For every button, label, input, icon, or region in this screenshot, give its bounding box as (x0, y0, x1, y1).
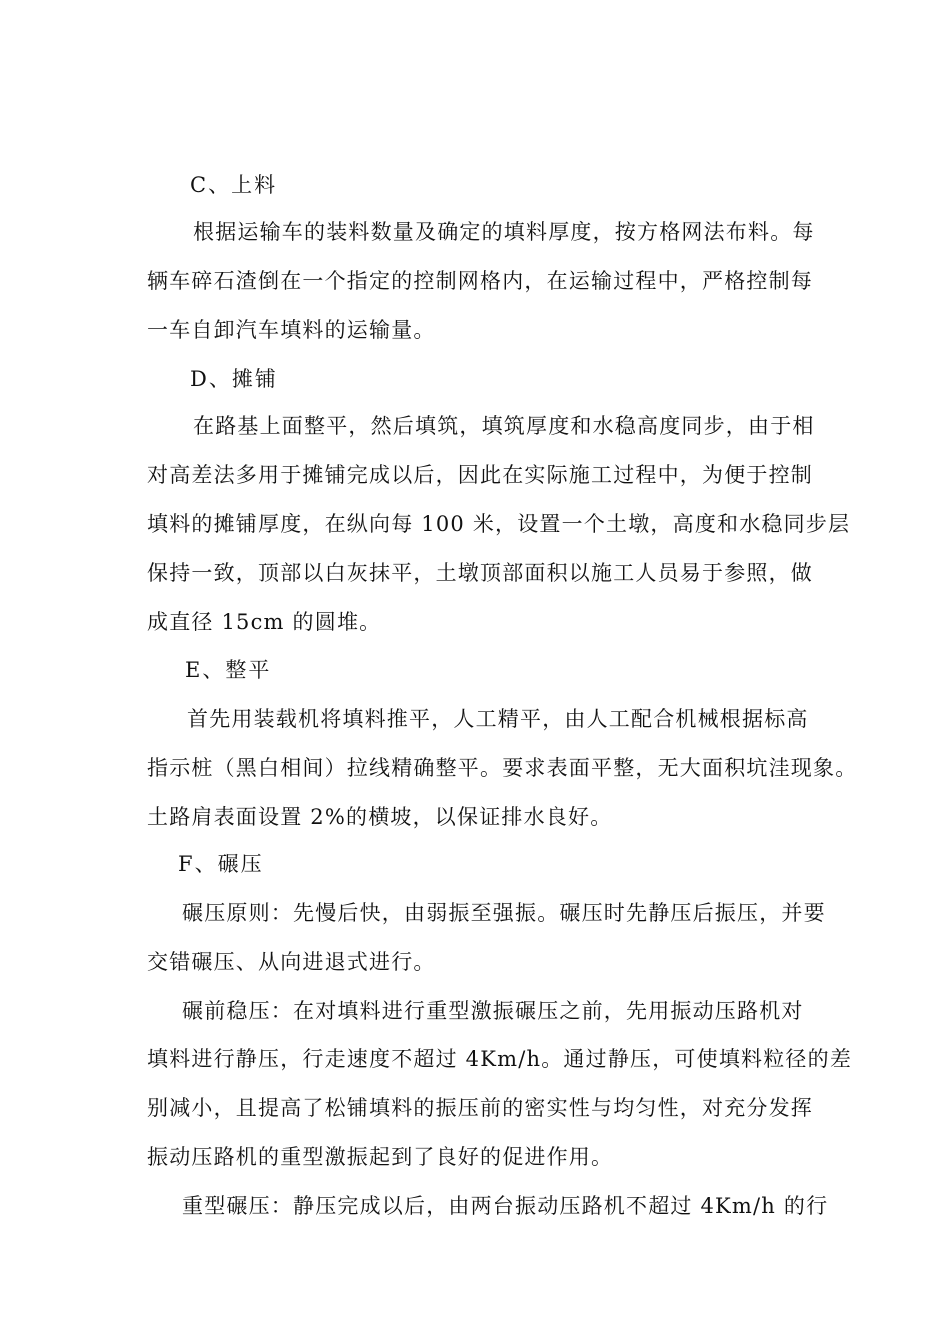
section-heading-f: F、碾压 (178, 852, 264, 876)
paragraph-line: 根据运输车的装料数量及确定的填料厚度，按方格网法布料。每 (193, 220, 815, 244)
paragraph-line: 一车自卸汽车填料的运输量。 (147, 318, 436, 342)
section-heading-c: C、上料 (190, 173, 278, 197)
paragraph-line: 指示桩（黑白相间）拉线精确整平。要求表面平整，无大面积坑洼现象。 (147, 756, 858, 780)
paragraph-line: 保持一致，顶部以白灰抹平，土墩顶部面积以施工人员易于参照，做 (147, 561, 813, 585)
section-heading-e: E、整平 (185, 658, 272, 682)
paragraph-line: 对高差法多用于摊铺完成以后，因此在实际施工过程中，为便于控制 (147, 463, 813, 487)
paragraph-line: 碾压原则：先慢后快，由弱振至强振。碾压时先静压后振压，并要 (182, 901, 826, 925)
paragraph-line: 交错碾压、从向进退式进行。 (147, 950, 436, 974)
paragraph-line: 土路肩表面设置 2%的横坡，以保证排水良好。 (147, 805, 613, 829)
paragraph-line: 在路基上面整平，然后填筑，填筑厚度和水稳高度同步，由于相 (193, 414, 815, 438)
section-heading-d: D、摊铺 (190, 367, 278, 391)
paragraph-line: 重型碾压：静压完成以后，由两台振动压路机不超过 4Km/h 的行 (182, 1194, 829, 1218)
paragraph-line: 成直径 15cm 的圆堆。 (147, 610, 382, 634)
paragraph-line: 辆车碎石渣倒在一个指定的控制网格内，在运输过程中，严格控制每 (147, 269, 813, 293)
paragraph-line: 振动压路机的重型激振起到了良好的促进作用。 (147, 1145, 614, 1169)
paragraph-line: 填料的摊铺厚度，在纵向每 100 米，设置一个土墩，高度和水稳同步层 (147, 512, 851, 536)
paragraph-line: 碾前稳压：在对填料进行重型激振碾压之前，先用振动压路机对 (182, 999, 804, 1023)
paragraph-line: 首先用装载机将填料推平，人工精平，由人工配合机械根据标高 (187, 707, 809, 731)
paragraph-line: 别减小，且提高了松铺填料的振压前的密实性与均匀性，对充分发挥 (147, 1096, 813, 1120)
paragraph-line: 填料进行静压，行走速度不超过 4Km/h。通过静压，可使填料粒径的差 (147, 1047, 853, 1071)
